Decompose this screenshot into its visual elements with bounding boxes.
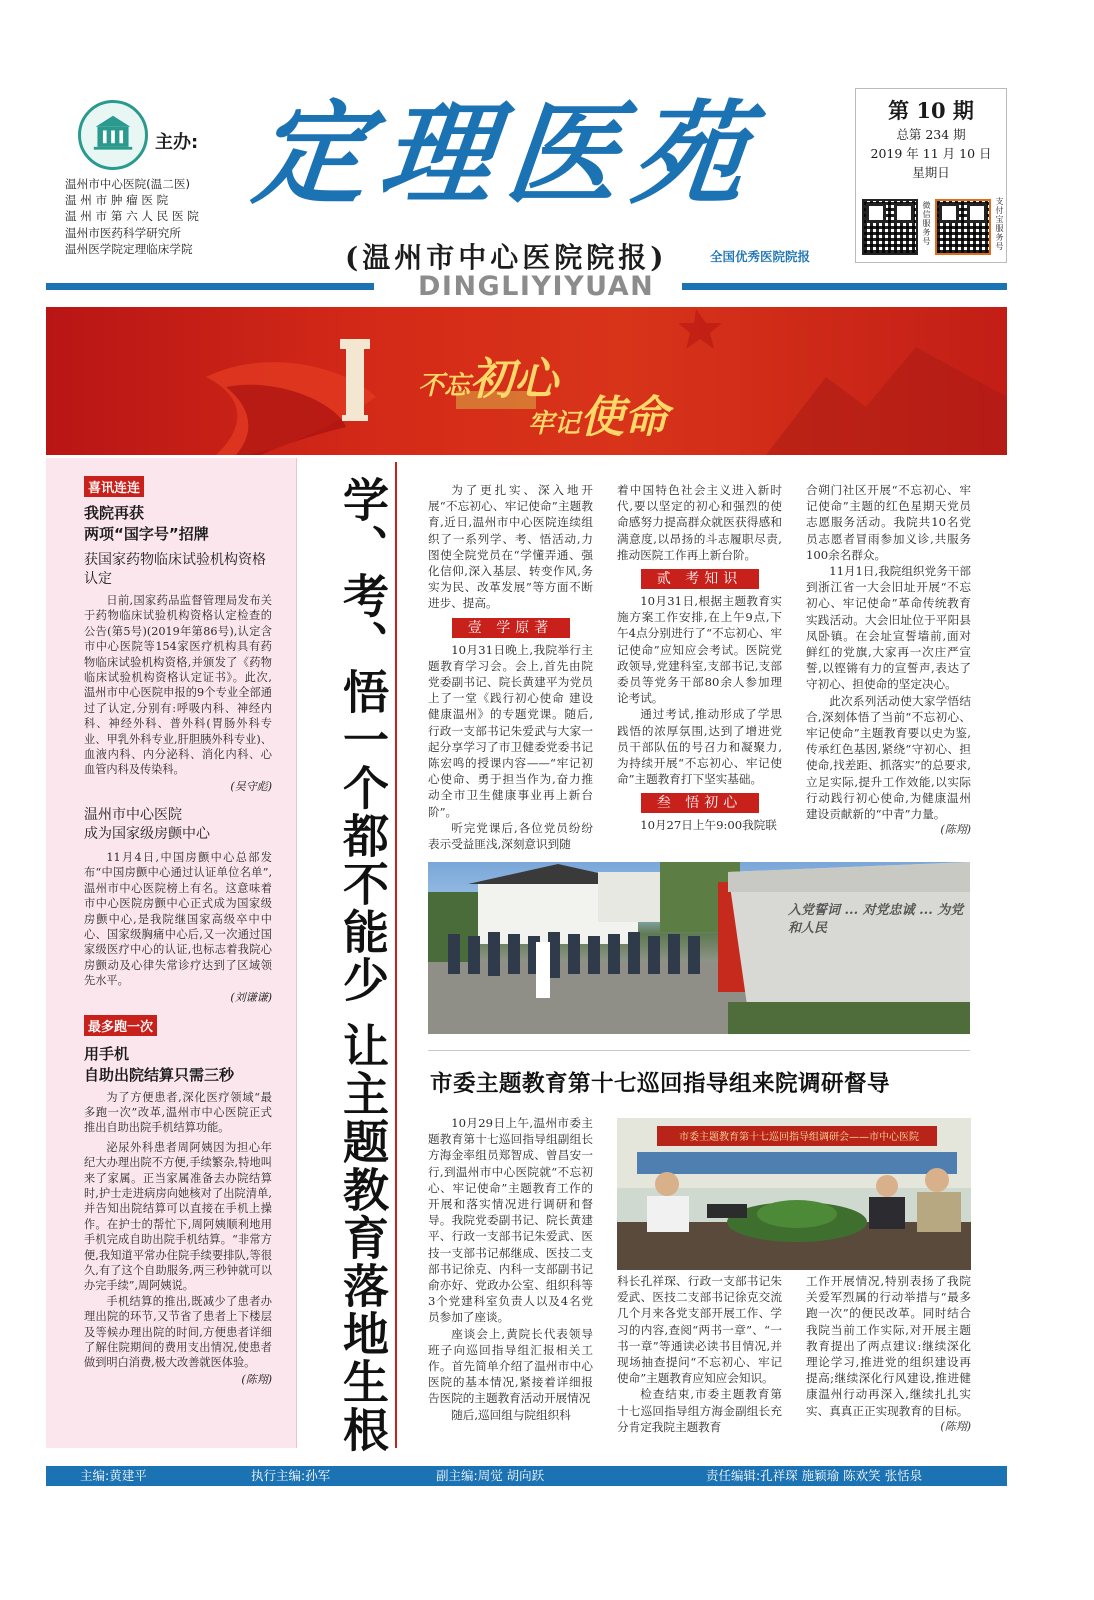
host-label: 主办:: [155, 132, 199, 153]
hospital-logo: [78, 100, 148, 170]
issue-date: 2019 年 11 月 10 日: [870, 146, 992, 161]
host-item: 温州市医药科学研究所: [65, 225, 181, 240]
second-column-2: [617, 1273, 782, 1435]
newspaper-title: 定理医苑: [248, 89, 766, 220]
news-body: 11月4日,中国房颤中心总部发布“中国房颤中心通过认证单位名单”,温州市中心医院榜上有名。这意味着市中心医院房颤中心正式成为国家级房颤中心,是我院继国家高级卒中中心、国家级胸痛中心后,又一次通过国家级医疗中心的认证,也标志着我院心房颤动及心律失常诊疗达到了区域领先水平。: [84, 850, 272, 988]
award-label: 全国优秀医院院报: [710, 249, 811, 264]
column-divider: [395, 462, 397, 1448]
issue-weekday: 星期日: [912, 165, 950, 180]
author-signature: (陈翔): [940, 1419, 971, 1433]
article-paragraph: 此次系列活动使大家学悟结合,深刻体悟了当前“不忘初心、牢记使命”主题教育要以史为鉴,传承红色基因,紧绕“守初心、担使命,找差距、抓落实”的总要求,立足实际,提升工作效能,以实际行动践行初心使命,为健康温州建设贡献新的“中青”力量。: [806, 693, 971, 822]
article-paragraph: 为了更扎实、深入地开展“不忘初心、牢记使命”主题教育,近日,温州市中心医院连续组织了一系列学、考、悟活动,力图使全院党员在“学懂弄通、强化信仰,深入基层、转变作风,务实为民、改革发展”等方面不断进步、提高。: [428, 483, 593, 611]
author-signature: (刘谦谦): [230, 990, 272, 1004]
headline-line: 自助出院结算只需三秒: [84, 1065, 235, 1084]
editorial-footer: [46, 1466, 1007, 1486]
article-paragraph: 通过考试,推动形成了学思践悟的浓厚氛围,达到了增进党员干部队伍的号召力和凝聚力,为持续开展“不忘初心、牢记使命”主题教育打下坚实基础。: [617, 707, 782, 787]
issue-number: 第 10 期: [888, 98, 974, 123]
section-heading: 贰 考知识: [641, 569, 759, 589]
masthead-rule-right: [682, 283, 1007, 290]
news-body: 泌尿外科患者周阿姨因为担心年纪大办理出院不方便,手续繁杂,特地叫来了家属。正当家属准备去办院结算时,护士走进病房向她核对了出院清单,并告知出院结算可以直接在手机上操作。在护士的帮忙下,周阿姨顺利地用手机完成自助出院手机结算。“非常方便,我知道平常办住院手续要排队,等很久,有了这个自助服务,两三秒钟就可以办完手续”,周阿姨说。: [84, 1140, 272, 1293]
newspaper-subtitle: (温州市中心医院院报): [345, 241, 668, 274]
slogan-text: 牢记: [528, 409, 581, 439]
slogan-text-big: 使命: [580, 392, 669, 443]
slogan-text-big: 初心: [470, 354, 559, 405]
second-column-3: [806, 1273, 971, 1435]
news-body: 手机结算的推出,既减少了患者办理出院的环节,又节省了患者上下楼层及等候办理出院的时间,方便患者详细了解住院期间的费用支出情况,使患者做到明白消费,极大改善就医体验。: [84, 1294, 272, 1370]
news-body: 日前,国家药品监督管理局发布关于药物临床试验机构资格认定检查的公告(第5号)(2019年第86号),认定含市中心医院等154家医疗机构具有药物临床试验机构资格,并颁发了《药物临床试验机构资格认定证书》。此次,温州市中心医院申报的9个专业全部通过了认定,分别有:呼吸内科、神经内科、神经外科、普外科(胃肠外科专业、甲乳外科专业,肝胆胰外科专业)、血液内科、内分泌科、消化内科、心血管内科及传染科。: [84, 594, 272, 777]
article-paragraph: 合朔门社区开展“不忘初心、牢记使命”主题的红色星期天党员志愿服务活动。我院共10名党员志愿者冒雨参加义诊,共服务100余名群众。: [806, 483, 971, 562]
article-paragraph: 听完党课后,各位党员纷纷表示受益匪浅,深刻意识到随: [428, 820, 593, 852]
title-pinyin: DINGLIYIYUAN: [418, 271, 655, 302]
deputy-editor: 副主编:周觉 胡向跃: [436, 1468, 545, 1483]
article-paragraph: 着中国特色社会主义进入新时代,要以坚定的初心和强烈的使命感努力提高群众就医获得感和满意度,以昂扬的斗志履职尽责,推动医院工作再上新台阶。: [617, 483, 782, 562]
lead-column-3: [806, 482, 971, 838]
author-signature: (陈翔): [940, 823, 971, 837]
news-body: 为了方便患者,深化医疗领域“最多跑一次”改革,温州市中心医院正式推出自助出院手机结算功能。: [84, 1090, 272, 1135]
oath-wall-text: 入党誓词 ... 对党忠诚 ... 为党和人民: [788, 903, 964, 936]
article-paragraph: 科长孔祥琛、行政一支部书记朱爱武、医技二支部书记徐克交流几个月来各党支部开展工作、学习的内容,查阅“两书一章”、“一书一章”等通读必读书目情况,并现场抽查提问“不忘初心、牢记使命”主题教育应知应会知识。: [617, 1274, 782, 1386]
article-paragraph: 工作开展情况,特别表扬了我院关爱军烈属的行动举措与“最多跑一次”的便民改革。同时结合我院当前工作实际,对开展主题教育提出了两点建议:继续深化理论学习,推进党的组织建设再提高;继续深化行风建设,推进健康温州行动再深入,继续扎扎实实、真真正正实现教育的目标。: [806, 1274, 971, 1418]
meeting-banner-text: 市委主题教育第十七巡回指导组调研会——市中心医院: [679, 1132, 919, 1143]
host-item: 温州医学院定理临床学院: [65, 241, 193, 256]
host-item: 温 州 市 第 六 人 民 医 院: [65, 209, 199, 224]
headline-line: 我院再获: [84, 504, 145, 522]
host-organizations: [65, 176, 215, 257]
article-paragraph: 检查结束,市委主题教育第十七巡回指导组方海金副组长充分肯定我院主题教育: [617, 1387, 782, 1434]
qr-label: 微信服务号: [922, 201, 931, 246]
executive-editor: 执行主编:孙军: [251, 1468, 331, 1483]
lead-column-1: [428, 482, 593, 852]
issue-info-box: [855, 88, 1007, 263]
author-signature: (吴守彪): [230, 779, 272, 793]
article-paragraph: 10月31日,根据主题教育实施方案工作安排,在上午9点,下午4点分别进行了“不忘初心、牢记使命”应知应会考试。医院党政领导,党建科室,支部书记,支部委员等党务干部80余人参加理论考试。: [617, 594, 782, 706]
article-paragraph: 座谈会上,黄院长代表领导班子向巡回指导组汇报相关工作。首先简单介绍了温州市中心医院的基本情况,紧接着详细报告医院的主题教育活动开展情况: [428, 1326, 593, 1406]
slogan-line-2: [528, 381, 668, 445]
editor-in-chief: 主编:黄建平: [80, 1468, 147, 1483]
headline-line: 成为国家级房颤中心: [84, 825, 210, 842]
host-item: 温州市中心医院(温二医): [65, 177, 190, 191]
slogan-text: 不忘: [418, 371, 471, 401]
meeting-photo: [617, 1118, 971, 1270]
masthead-rule-left: [46, 283, 374, 290]
sidebar-content: [84, 476, 272, 1387]
qr-label: 支付宝服务号: [995, 197, 1004, 251]
photo-illustration: [428, 862, 970, 1034]
article-paragraph: 11月1日,我院组织党务干部到浙江省一大会旧址开展“不忘初心、牢记使命”革命传统教育实践活动。大会旧址位于平阳县凤卧镇。在会址宣誓墙前,面对鲜红的党旗,大家再一次庄严宣誓,以铿锵有力的宣誓声,表达了守初心、担使命的坚定决心。: [806, 564, 971, 692]
lead-column-2: [617, 482, 782, 834]
second-headline: 市委主题教育第十七巡回指导组来院调研督导: [430, 1071, 891, 1097]
oath-ceremony-photo: [428, 862, 970, 1034]
total-issue: 总第 234 期: [896, 127, 966, 142]
article-paragraph: 10月29日上午,温州市委主题教育第十七巡回指导组副组长方海金率组员郑智成、曾昌安一行,到温州市中心医院就“不忘初心、牢记使命”主题教育工作的开展和落实情况进行调研和督导。我院党委副书记、院长黄建平、行政一支部书记朱爱武、医技一支部书记郝继成、医技二支部书记徐克、内科一支部副书记俞亦好、党政办公室、组织科等3个党建科室负责人以及4名党员参加了座谈。: [428, 1116, 593, 1325]
section-tag: 最多跑一次: [84, 1015, 157, 1036]
article-paragraph: 随后,巡回组与院组织科: [451, 1407, 571, 1422]
lead-headline: 学、考、悟一个都不能少 让主题教育落地生根: [336, 476, 390, 1455]
qr-codes: [862, 199, 1002, 257]
section-tag: 喜讯连连: [84, 476, 144, 497]
article-paragraph: 10月27日上午9:00我院联: [640, 818, 777, 833]
news-headline: [84, 806, 272, 844]
story-separator: [428, 1050, 970, 1051]
responsible-editors: 责任编辑:孔祥琛 施颖瑜 陈欢笑 张恬泉: [706, 1468, 923, 1483]
hospital-building-icon: [81, 103, 145, 167]
host-item: 温 州 市 肿 瘤 医 院: [65, 193, 169, 208]
second-column-1: [428, 1115, 593, 1423]
wechat-qr-code[interactable]: [862, 199, 918, 255]
headline-line: 温州市中心医院: [84, 806, 182, 823]
article-paragraph: 10月31日晚上,我院举行主题教育学习会。会上,首先由院党委副书记、院长黄建平为党员上了一堂《践行初心使命 建设健康温州》的专题党课。随后,行政一支部书记朱爱武与大家一起分享学习了市卫健委党委书记陈宏鸣的授课内容——“牢记初心使命、勇于担当作为,奋力推动全市卫生健康事业再上新台阶”。: [428, 642, 593, 819]
news-subheadline: 获国家药物临床试验机构资格认定: [84, 552, 266, 587]
news-headline: [84, 503, 272, 545]
headline-line: 两项“国字号”招牌: [84, 525, 209, 543]
author-signature: (陈翔): [241, 1372, 272, 1386]
alipay-qr-code[interactable]: [935, 199, 991, 255]
section-heading: 叁 悟初心: [641, 793, 759, 813]
headline-line: 用手机: [84, 1044, 130, 1063]
news-headline: [84, 1044, 272, 1086]
section-heading: 壹 学原著: [452, 618, 570, 638]
